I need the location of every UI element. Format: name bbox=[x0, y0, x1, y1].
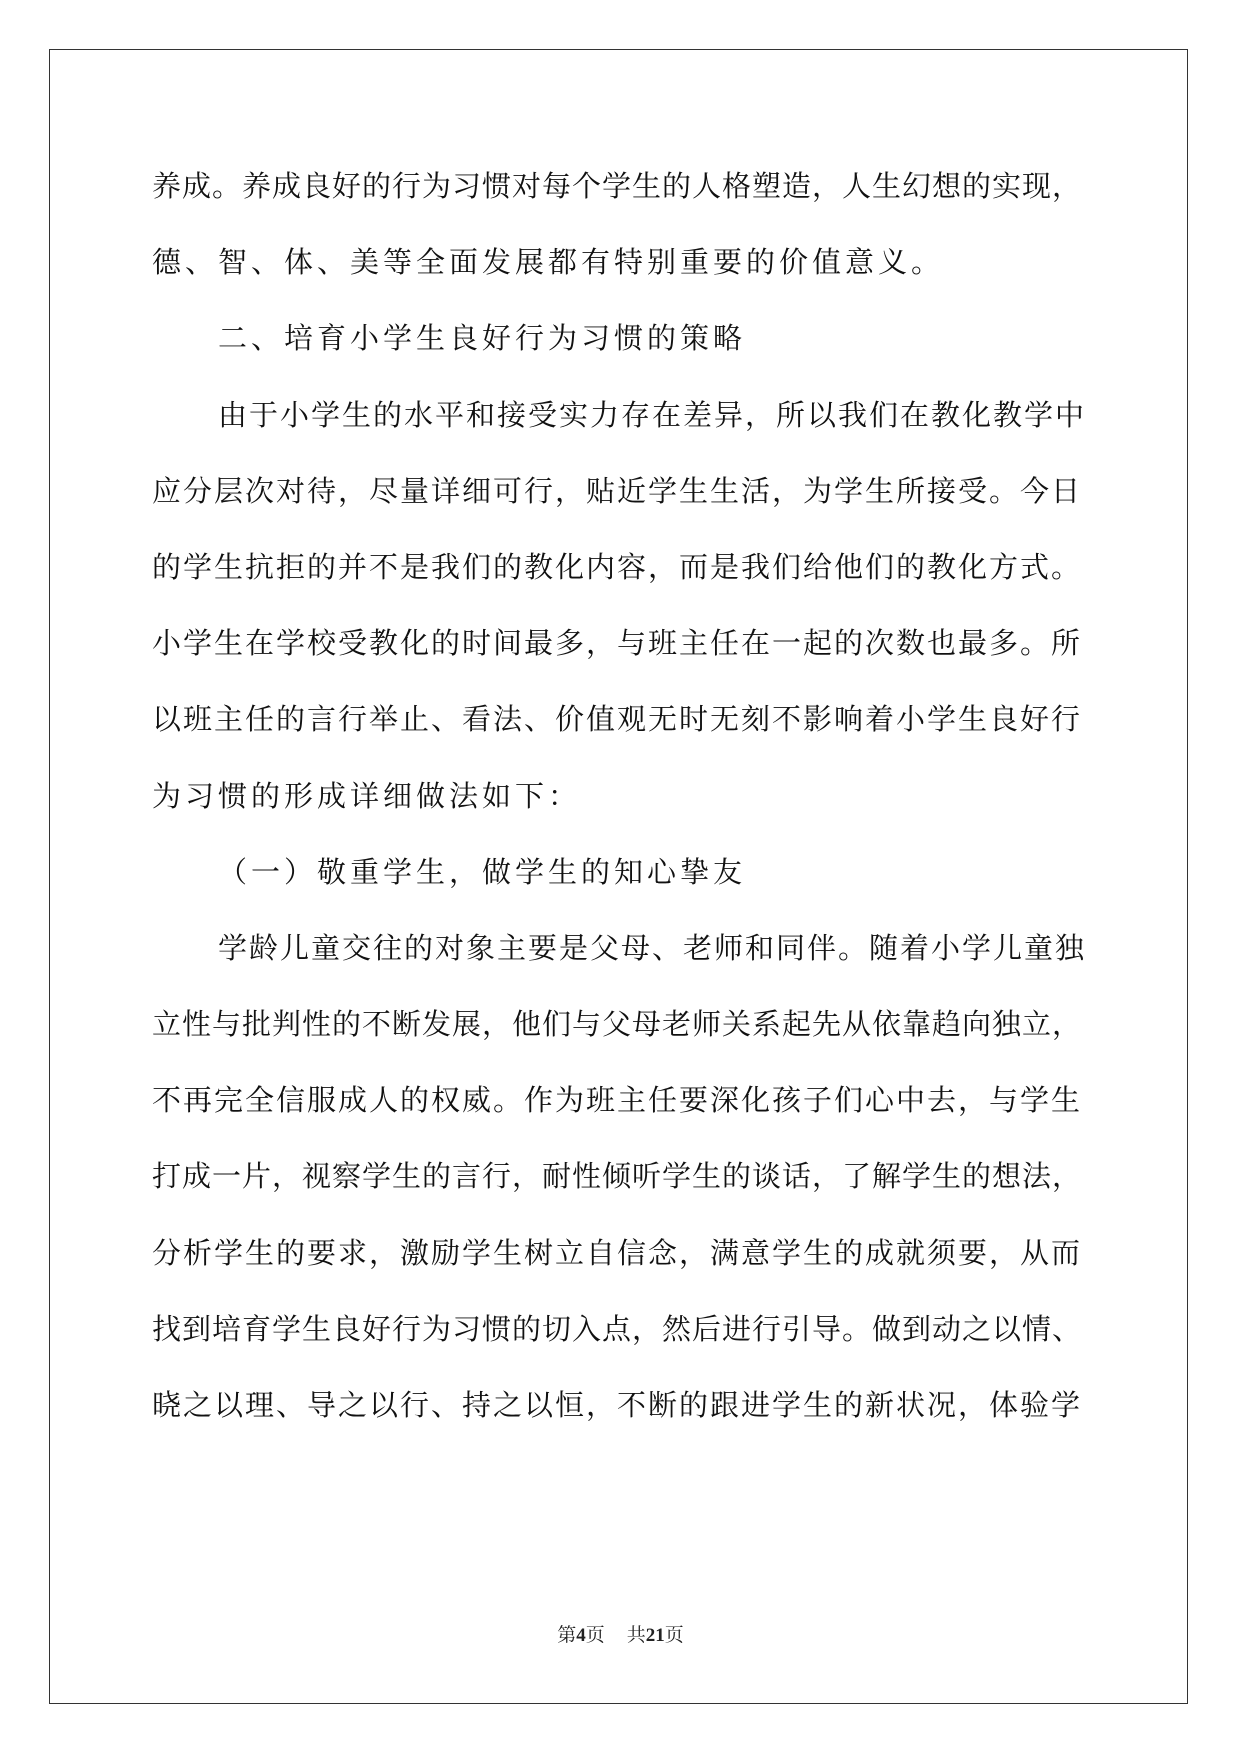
text-line: 应分层次对待，尽量详细可行，贴近学生生活，为学生所接受。今日 bbox=[152, 473, 1083, 508]
text-line: 小学生在学校受教化的时间最多，与班主任在一起的次数也最多。所 bbox=[152, 626, 1083, 661]
page-footer bbox=[0, 1620, 1241, 1647]
text-line: 不再完全信服成人的权威。作为班主任要深化孩子们心中去，与学生 bbox=[152, 1083, 1083, 1118]
section-heading: 二、培育小学生良好行为习惯的策略 bbox=[218, 321, 747, 356]
text-line: 养成。养成良好的行为习惯对每个学生的人格塑造，人生幻想的实现， bbox=[152, 169, 1083, 203]
text-line: 分析学生的要求，激励学生树立自信念，满意学生的成就须要，从而 bbox=[152, 1235, 1083, 1270]
document-body bbox=[152, 160, 1092, 1455]
footer-page-word: 页 bbox=[585, 1625, 605, 1646]
text-line: 找到培育学生良好行为习惯的切入点，然后进行引导。做到动之以情、 bbox=[152, 1311, 1083, 1346]
footer-total-suffix: 页 bbox=[664, 1625, 684, 1646]
text-line: 立性与批判性的不断发展，他们与父母老师关系起先从依靠趋向独立， bbox=[152, 1007, 1083, 1042]
current-page-number: 4 bbox=[576, 1625, 586, 1646]
footer-prefix: 第 bbox=[557, 1625, 577, 1646]
text-line: 学龄儿童交往的对象主要是父母、老师和同伴。随着小学儿童独 bbox=[218, 930, 1087, 965]
text-line: 晓之以理、导之以行、持之以恒，不断的跟进学生的新状况，体验学 bbox=[152, 1388, 1083, 1422]
text-line: 以班主任的言行举止、看法、价值观无时无刻不影响着小学生良好行 bbox=[152, 702, 1083, 737]
text-line: 的学生抗拒的并不是我们的教化内容，而是我们给他们的教化方式。 bbox=[152, 549, 1083, 584]
text-line: 为习惯的形成详细做法如下： bbox=[152, 778, 582, 813]
footer-total-prefix: 共 bbox=[626, 1625, 646, 1646]
text-line: 打成一片，视察学生的言行，耐性倾听学生的谈话，了解学生的想法， bbox=[152, 1159, 1083, 1194]
total-pages-number: 21 bbox=[645, 1625, 665, 1646]
text-line: 德、智、体、美等全面发展都有特别重要的价值意义。 bbox=[152, 245, 945, 280]
subsection-heading: （一）敬重学生，做学生的知心挚友 bbox=[218, 854, 747, 889]
text-line: 由于小学生的水平和接受实力存在差异，所以我们在教化教学中 bbox=[218, 397, 1087, 432]
